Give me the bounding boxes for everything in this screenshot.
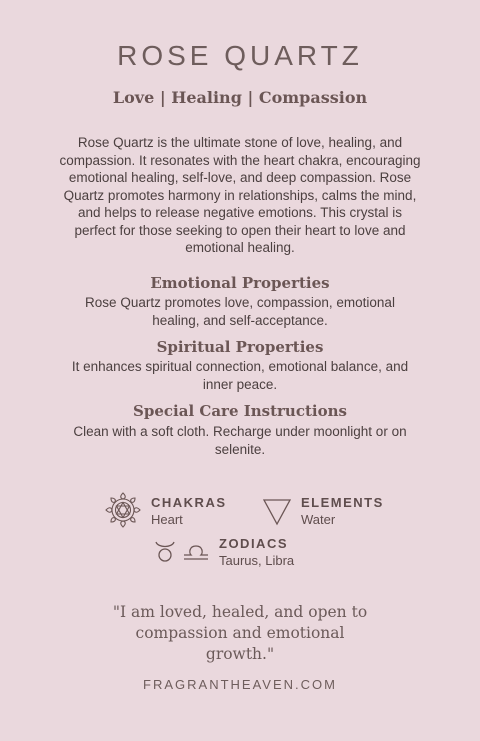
website-footer[interactable]: FRAGRANTHEAVEN.COM: [143, 677, 337, 692]
affirmation-quote: "I am loved, healed, and open to compassion and emotional growth.": [112, 603, 368, 663]
spiritual-properties-heading: Spiritual Properties: [156, 338, 324, 356]
care-instructions-text: Clean with a soft cloth. Recharge under moonlight or on selenite.: [73, 424, 407, 457]
zodiacs-value: Taurus, Libra: [219, 553, 295, 568]
heart-chakra-icon: [104, 491, 142, 534]
chakras-value: Heart: [151, 512, 183, 527]
intro-paragraph: Rose Quartz is the ultimate stone of love, healing, and compassion. It resonates with the heart chakra, encouraging emotional healing, self-love, and deep compassion. Rose Quartz promotes harmony in relationships, calms the mind, and helps to release negative emotions. This crystal is perfect for those seeking to open their heart to love and emotional healing.: [59, 135, 421, 255]
emotional-properties-text: Rose Quartz promotes love, compassion, emotional healing, and self-acceptance.: [85, 295, 395, 328]
elements-label: ELEMENTS: [301, 495, 384, 510]
zodiacs-attribute: [219, 536, 294, 568]
page-title: ROSE QUARTZ: [117, 40, 363, 71]
libra-icon: [182, 542, 210, 567]
chakras-label: CHAKRAS: [151, 495, 227, 510]
spiritual-properties-text: It enhances spiritual connection, emotional balance, and inner peace.: [71, 359, 409, 392]
elements-attribute: [301, 495, 384, 527]
taurus-icon: [154, 540, 176, 569]
zodiacs-label: ZODIACS: [219, 536, 288, 551]
page-subtitle: Love | Healing | Compassion: [112, 88, 368, 107]
emotional-properties-heading: Emotional Properties: [150, 274, 330, 292]
care-instructions-heading: Special Care Instructions: [133, 402, 347, 420]
water-element-icon: [262, 498, 292, 531]
chakras-attribute: [151, 495, 227, 527]
elements-value: Water: [301, 512, 336, 527]
